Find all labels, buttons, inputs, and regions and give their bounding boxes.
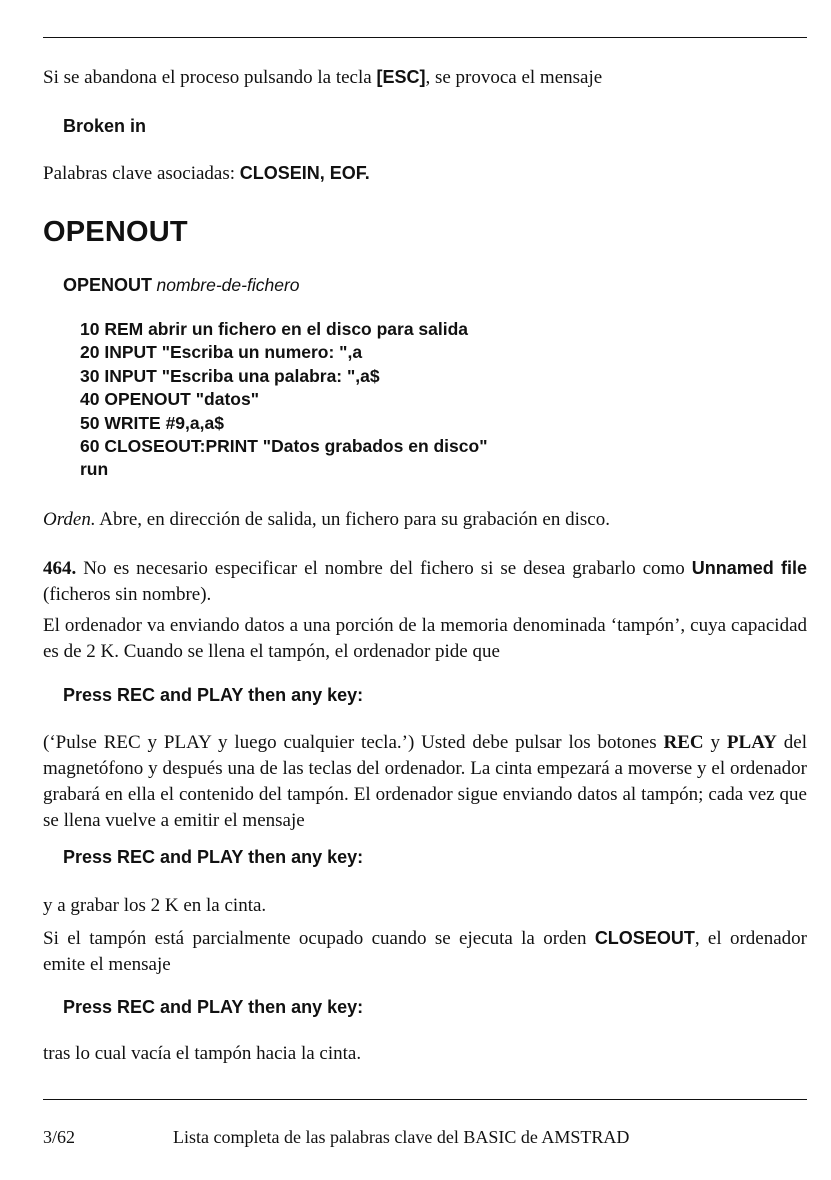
grabar-paragraph: y a grabar los 2 K en la cinta. [43,895,267,916]
buffer-paragraph: El ordenador va enviando datos a una porción de la memoria denominada ‘tampón’, cuya capacidad es de 2 K. Cuando se llena el tampón, el ordenador pide que [43,615,807,662]
code-line: 20 INPUT "Escriba un numero: ",a [80,342,363,363]
intro-text: Si se abandona el proceso pulsando la tecla [43,67,377,88]
code-line: 40 OPENOUT "datos" [80,389,259,410]
code-line: 50 WRITE #9,a,a$ [80,412,224,433]
syntax-param: nombre-de-fichero [156,275,300,295]
note-464-text-end: (ficheros sin nombre). [43,584,212,605]
play-term: PLAY [726,732,777,753]
note-464-number: 464. [43,558,77,579]
press-rec-message: Press REC and PLAY then any key: [63,997,364,1017]
press-rec-message: Press REC and PLAY then any key: [63,685,364,705]
top-rule [43,37,807,38]
note-464-text: No es necesario especificar el nombre del fichero si se desea grabarlo como [76,558,692,579]
parcial-text-end: , el ordenador emite el mensaje [43,928,807,975]
section-heading: OPENOUT [43,216,188,248]
code-listing [80,318,780,482]
pulse-paragraph [43,730,807,834]
footer-title: Lista completa de las palabras clave del BASIC de AMSTRAD [173,1127,630,1147]
final-paragraph: tras lo cual vacía el tampón hacia la cinta. [43,1043,362,1064]
esc-key-label: [ESC] [376,67,426,87]
pulse-text-and: y [703,732,727,753]
bottom-rule [43,1099,807,1100]
code-line: 60 CLOSEOUT:PRINT "Datos grabados en disco" [80,436,488,457]
associated-keywords [43,160,807,187]
orden-text: Abre, en dirección de salida, un fichero para su grabación en disco. [95,509,610,530]
pulse-text: (‘Pulse REC y PLAY y luego cualquier tecla.’) Usted debe pulsar los botones [43,732,664,753]
orden-paragraph [43,507,807,533]
broken-in-message: Broken in [63,116,147,136]
associated-keywords-list: CLOSEIN, EOF. [239,163,370,183]
code-line: 30 INPUT "Escriba una palabra: ",a$ [80,365,380,386]
unnamed-file-term: Unnamed file [691,558,807,578]
intro-paragraph [43,64,807,91]
code-line: run [80,459,109,480]
parcial-text: Si el tampón está parcialmente ocupado cuando se ejecuta la orden [43,928,595,949]
code-line: 10 REM abrir un fichero en el disco para salida [80,319,469,339]
intro-text-end: , se provoca el mensaje [425,67,603,88]
press-rec-message: Press REC and PLAY then any key: [63,847,364,867]
syntax-line [63,272,827,298]
syntax-keyword: OPENOUT [63,275,153,295]
parcial-paragraph [43,925,807,978]
pulse-text-end: del magnetófono y después una de las teclas del ordenador. La cinta empezará a moverse y el ordenador grabará en ella el contenido del tampón. El ordenador sigue enviando datos al tampón; cada vez que se llena vuelve a emitir el mensaje [43,732,808,831]
note-464-paragraph [43,555,807,608]
closeout-keyword: CLOSEOUT [594,928,695,948]
rec-term: REC [663,732,704,753]
page-number: 3/62 [43,1127,76,1147]
associated-prefix: Palabras clave asociadas: [43,163,240,184]
orden-label: Orden. [43,509,96,530]
